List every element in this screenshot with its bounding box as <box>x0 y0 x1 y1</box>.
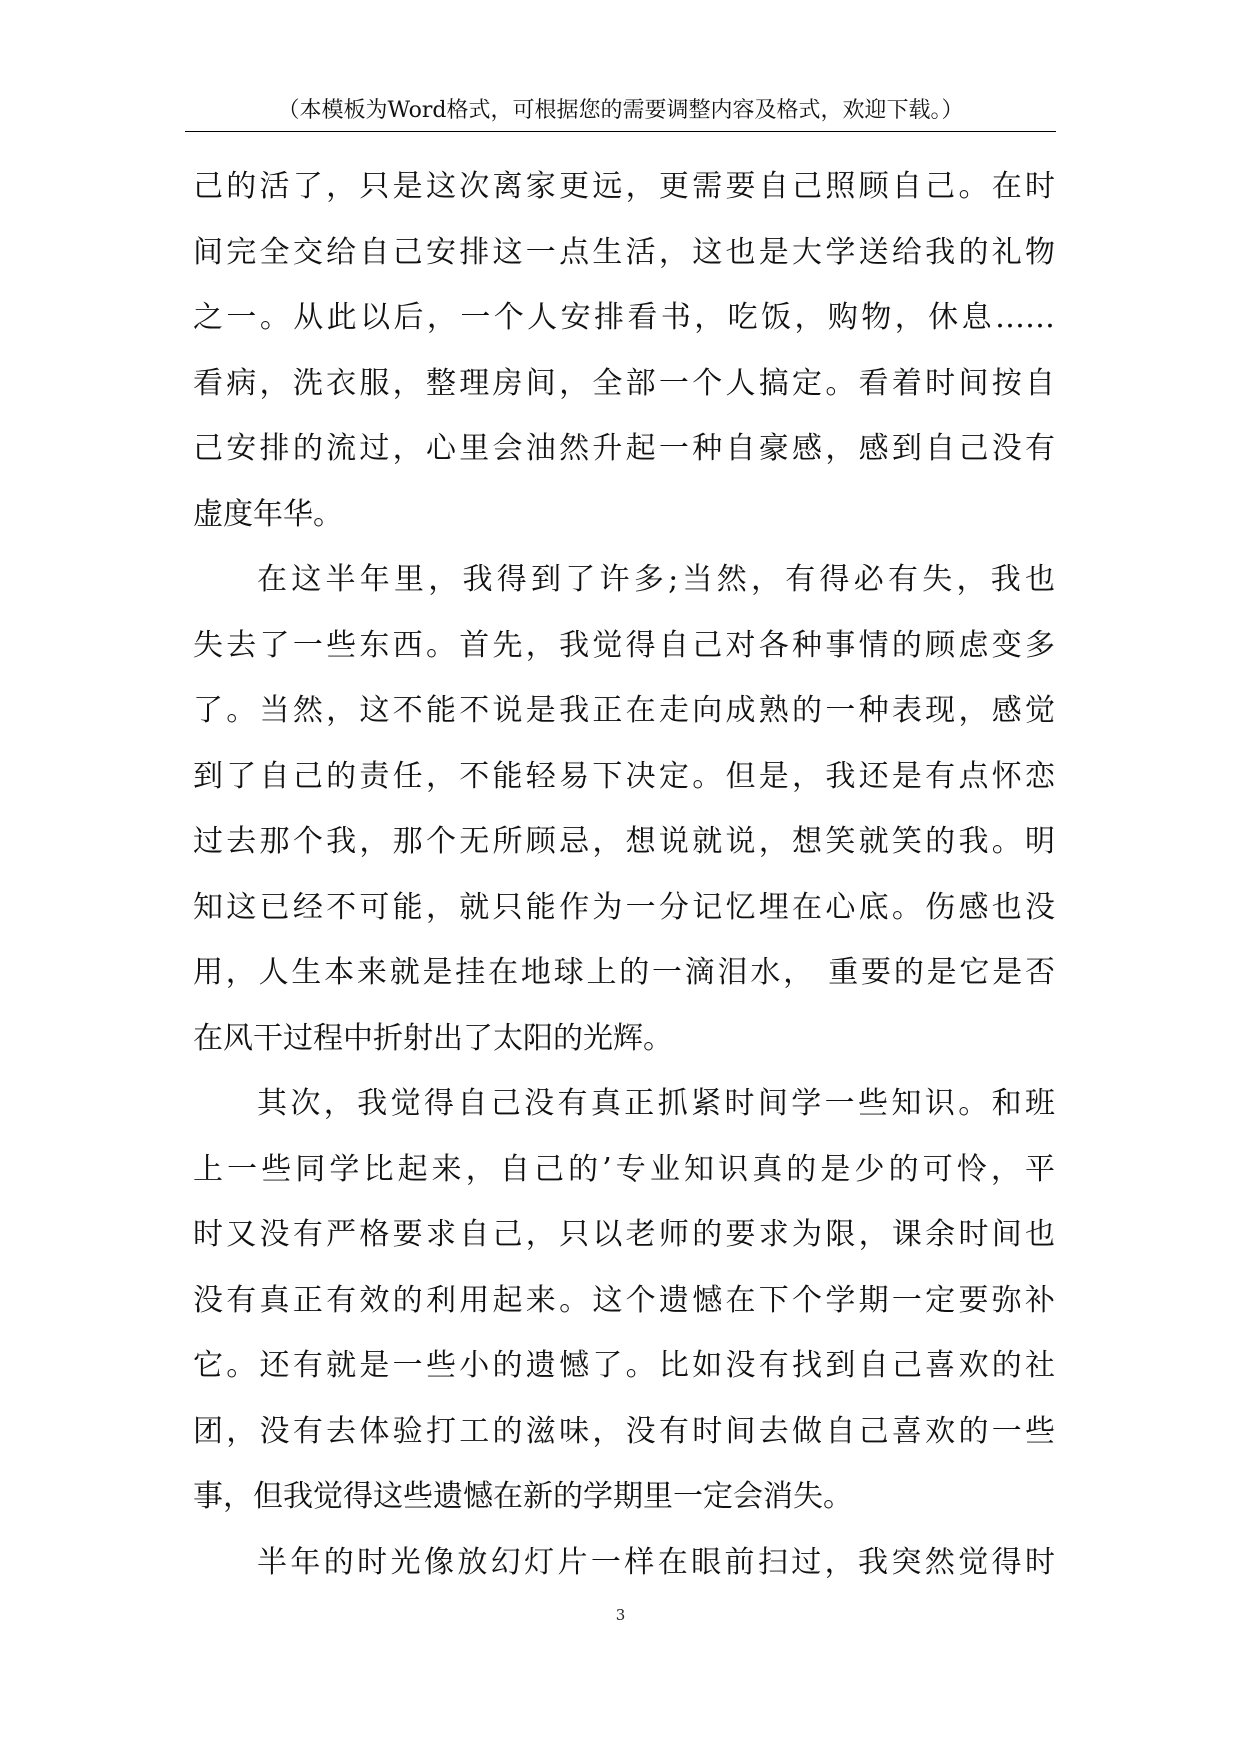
paragraph-line: 看病，洗衣服，整理房间，全部一个人搞定。看着时间按自 <box>193 365 1055 401</box>
page-header: （本模板为Word格式，可根据您的需要调整内容及格式，欢迎下载。） <box>277 98 964 123</box>
paragraph-line: 到了自己的责任，不能轻易下决定。但是，我还是有点怀恋 <box>193 758 1055 794</box>
paragraph-line: 之一。从此以后，一个人安排看书，吃饭，购物，休息…… <box>193 300 1055 335</box>
document-body <box>193 154 1055 1595</box>
page-number: 3 <box>615 1606 626 1624</box>
paragraph-line: 己安排的流过，心里会油然升起一种自豪感，感到自己没有 <box>193 431 1055 466</box>
paragraph-line: 知这已经不可能，就只能作为一分记忆埋在心底。伤感也没 <box>193 889 1055 925</box>
paragraph-line: 用，人生本来就是挂在地球上的一滴泪水， 重要的是它是否 <box>193 955 1055 990</box>
paragraph-line: 半年的时光像放幻灯片一样在眼前扫过，我突然觉得时 <box>257 1544 1055 1580</box>
paragraph-line: 失去了一些东西。首先，我觉得自己对各种事情的顾虑变多 <box>193 627 1055 663</box>
paragraph-line: 它。还有就是一些小的遗憾了。比如没有找到自己喜欢的社 <box>193 1348 1055 1383</box>
header-divider <box>185 131 1056 132</box>
paragraph-line: 事，但我觉得这些遗憾在新的学期里一定会消失。 <box>193 1479 853 1514</box>
paragraph-line: 时又没有严格要求自己，只以老师的要求为限，课余时间也 <box>193 1217 1055 1252</box>
paragraph-line: 其次，我觉得自己没有真正抓紧时间学一些知识。和班 <box>257 1086 1055 1121</box>
paragraph-line: 虚度年华。 <box>193 496 343 532</box>
paragraph-line: 在风干过程中折射出了太阳的光辉。 <box>193 1020 673 1056</box>
paragraph-line: 上一些同学比起来，自己的’专业知识真的是少的可怜，平 <box>193 1151 1055 1187</box>
paragraph-line: 己的活了，只是这次离家更远，更需要自己照顾自己。在时 <box>193 169 1055 204</box>
paragraph-line: 了。当然，这不能不说是我正在走向成熟的一种表现，感觉 <box>193 693 1055 728</box>
paragraph-line: 间完全交给自己安排这一点生活，这也是大学送给我的礼物 <box>193 234 1055 270</box>
paragraph-line: 在这半年里，我得到了许多;当然，有得必有失，我也 <box>257 562 1055 597</box>
paragraph-line: 没有真正有效的利用起来。这个遗憾在下个学期一定要弥补 <box>193 1282 1055 1318</box>
paragraph-line: 团，没有去体验打工的滋味，没有时间去做自己喜欢的一些 <box>193 1413 1055 1449</box>
paragraph-line: 过去那个我，那个无所顾忌，想说就说，想笑就笑的我。明 <box>193 824 1055 859</box>
